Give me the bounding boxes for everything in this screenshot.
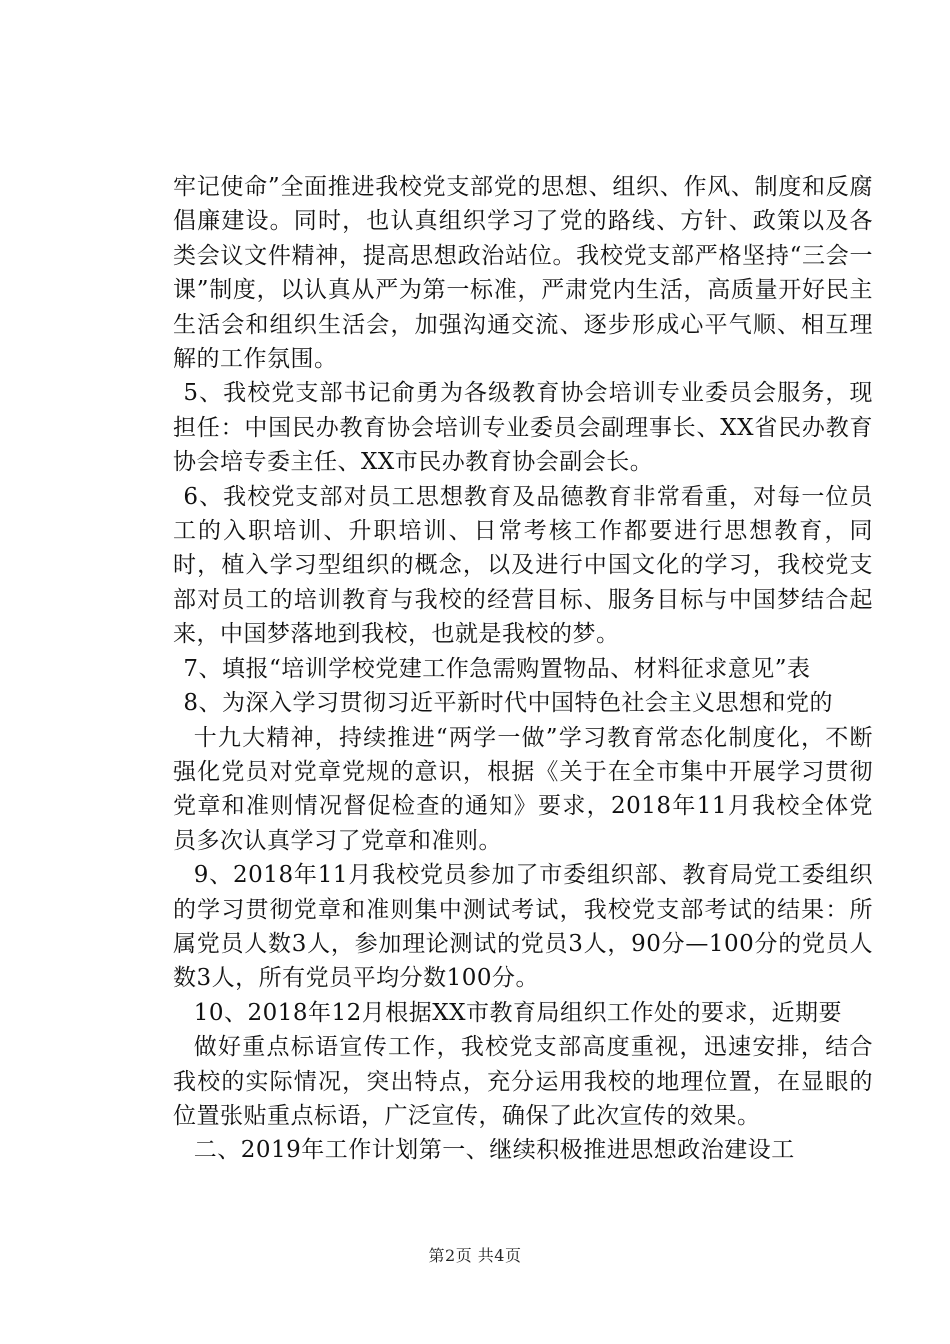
paragraph-item-10-continued: 做好重点标语宣传工作，我校党支部高度重视，迅速安排，结合我校的实际情况，突出特点，充分运用我校的地理位置，在显眼的位置张贴重点标语，广泛宣传，确保了此次宣传的效果。	[173, 1034, 873, 1129]
document-body	[173, 170, 873, 1168]
page-number-footer: 第2页 共4页	[428, 1246, 522, 1265]
section-heading-2019-plan: 二、2019年工作计划第一、继续积极推进思想政治建设工	[193, 1137, 795, 1164]
paragraph-item-5: 5、我校党支部书记俞勇为各级教育协会培训专业委员会服务，现担任：中国民办教育协会培训专业委员会副理事长、XX省民办教育协会培专委主任、XX市民办教育协会副会长。	[173, 380, 873, 476]
paragraph-continuation: 牢记使命”全面推进我校党支部党的思想、组织、作风、制度和反腐倡廉建设。同时，也认真组织学习了党的路线、方针、政策以及各类会议文件精神，提高思想政治站位。我校党支部严格坚持“三会一课”制度，以认真从严为第一标准，严肃党内生活，高质量开好民主生活会和组织生活会，加强沟通交流、逐步形成心平气顺、相互理解的工作氛围。	[173, 174, 873, 373]
paragraph-item-10: 10、2018年12月根据XX市教育局组织工作处的要求，近期要	[193, 999, 843, 1026]
paragraph-item-7: 7、填报“培训学校党建工作急需购置物品、材料征求意见”表	[183, 655, 811, 682]
paragraph-item-8: 8、为深入学习贯彻习近平新时代中国特色社会主义思想和党的	[183, 690, 833, 717]
paragraph-item-6: 6、我校党支部对员工思想教育及品德教育非常看重，对每一位员工的入职培训、升职培训、日常考核工作都要进行思想教育，同时，植入学习型组织的概念，以及进行中国文化的学习，我校党支部对员工的培训教育与我校的经营目标、服务目标与中国梦结合起来，中国梦落地到我校，也就是我校的梦。	[173, 483, 873, 648]
paragraph-item-9: 9、2018年11月我校党员参加了市委组织部、教育局党工委组织的学习贯彻党章和准则集中测试考试，我校党支部考试的结果：所属党员人数3人，参加理论测试的党员3人，90分—100分的党员人数3人，所有党员平均分数100分。	[173, 862, 873, 992]
paragraph-item-8-continued: 十九大精神，持续推进“两学一做”学习教育常态化制度化，不断强化党员对党章党规的意识，根据《关于在全市集中开展学习贯彻党章和准则情况督促检查的通知》要求，2018年11月我校全体党员多次认真学习了党章和准则。	[173, 724, 873, 854]
